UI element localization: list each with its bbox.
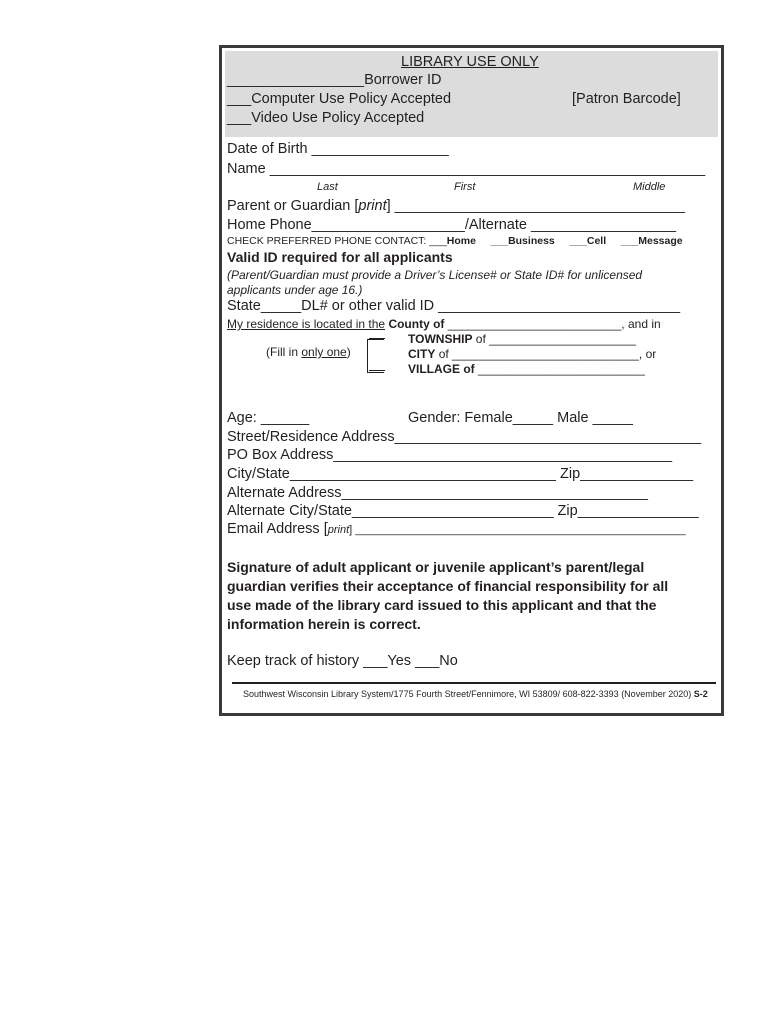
guardian-line: ] ____________________________________ <box>386 198 685 214</box>
guardian-print-hint: print <box>358 198 387 214</box>
fill-in-suffix: ) <box>346 345 351 359</box>
footer-text <box>243 690 708 699</box>
street-address-field[interactable]: Street/Residence Address______________________________________ <box>227 429 702 445</box>
email-print-hint: print <box>327 524 350 536</box>
signature-statement-line-4: information herein is correct. <box>227 616 421 632</box>
and-in-label: and in <box>627 317 661 331</box>
contact-message-option[interactable]: ___Message <box>620 235 683 247</box>
signature-statement-line-3: use made of the library card issued to this applicant and that the <box>227 597 657 613</box>
footer-rule <box>232 682 716 684</box>
valid-id-note-line-1: (Parent/Guardian must provide a Driver’s License# or State ID# for unlicensed <box>227 268 643 282</box>
age-field[interactable]: Age: ______ <box>227 410 310 426</box>
gender-field[interactable]: Gender: Female_____ Male _____ <box>408 410 633 426</box>
footer-address: Southwest Wisconsin Library System/1775 Fourth Street/Fennimore, WI 53809/ 608-822-3393 (November 2020) <box>243 689 692 699</box>
email-line: ] ______________________________________________________ <box>349 524 686 536</box>
keep-history-field[interactable]: Keep track of history ___Yes ___No <box>227 653 458 669</box>
city-field[interactable] <box>408 348 656 360</box>
bracket-top-tick <box>369 338 385 339</box>
contact-home-option[interactable]: Home <box>446 235 476 247</box>
city-state-zip-field[interactable]: City/State_________________________________ Zip______________ <box>227 466 694 482</box>
patron-barcode: [Patron Barcode] <box>572 91 681 107</box>
fill-in-bracket <box>367 339 384 373</box>
footer-form-code: S-2 <box>693 689 708 699</box>
computer-policy-checkbox[interactable]: ___Computer Use Policy Accepted <box>227 91 452 107</box>
signature-statement-line-2: guardian verifies their acceptance of financial responsibility for all <box>227 578 669 594</box>
name-field[interactable]: Name ______________________________________________________ <box>227 161 706 177</box>
city-line: of ____________________________, or <box>438 347 657 361</box>
po-box-field[interactable]: PO Box Address__________________________________________ <box>227 447 673 463</box>
township-label: TOWNSHIP <box>408 332 473 346</box>
fill-in-only: only one <box>301 345 347 359</box>
email-label: Email Address [ <box>227 521 328 537</box>
date-of-birth-field[interactable]: Date of Birth _________________ <box>227 141 449 157</box>
township-line: of ______________________ <box>475 332 636 346</box>
alternate-address-field[interactable]: Alternate Address______________________________________ <box>227 485 648 501</box>
village-field[interactable] <box>408 363 645 375</box>
contact-business-option[interactable]: ___Business <box>490 235 555 247</box>
parent-guardian-field[interactable] <box>227 199 685 214</box>
county-residence-field[interactable] <box>227 318 661 330</box>
contact-prefix: CHECK PREFERRED PHONE CONTACT: ___ <box>227 235 447 247</box>
county-label: County of <box>388 317 445 331</box>
residence-prefix: My residence is located in the <box>227 317 386 331</box>
township-field[interactable] <box>408 333 636 345</box>
video-policy-checkbox[interactable]: ___Video Use Policy Accepted <box>227 110 425 126</box>
name-middle-label: Middle <box>633 181 666 193</box>
library-use-only-title: LIBRARY USE ONLY <box>401 54 539 70</box>
village-label: VILLAGE of <box>408 362 475 376</box>
borrower-id-field[interactable]: _________________Borrower ID <box>227 72 442 88</box>
valid-id-heading: Valid ID required for all applicants <box>227 249 453 265</box>
city-label: CITY <box>408 347 436 361</box>
name-first-label: First <box>454 181 476 193</box>
name-last-label: Last <box>317 181 338 193</box>
alternate-city-state-zip-field[interactable]: Alternate City/State_________________________ Zip_______________ <box>227 503 699 519</box>
fill-in-only-one-label <box>266 346 351 358</box>
valid-id-note-line-2: applicants under age 16.) <box>227 283 363 297</box>
county-line: __________________________, <box>447 317 625 331</box>
home-phone-field[interactable]: Home Phone___________________/Alternate __________________ <box>227 217 677 233</box>
state-dl-field[interactable]: State_____DL# or other valid ID ______________________________ <box>227 298 681 314</box>
bracket-bottom-tick <box>369 370 385 371</box>
contact-cell-option[interactable]: ___Cell <box>569 235 607 247</box>
library-card-application <box>219 45 724 716</box>
village-line: _________________________ <box>478 362 645 376</box>
guardian-label: Parent or Guardian [ <box>227 198 359 214</box>
email-field[interactable] <box>227 522 686 537</box>
preferred-contact-row <box>227 236 683 247</box>
signature-statement-line-1: Signature of adult applicant or juvenile applicant’s parent/legal <box>227 559 645 575</box>
fill-in-prefix: (Fill in <box>266 345 302 359</box>
